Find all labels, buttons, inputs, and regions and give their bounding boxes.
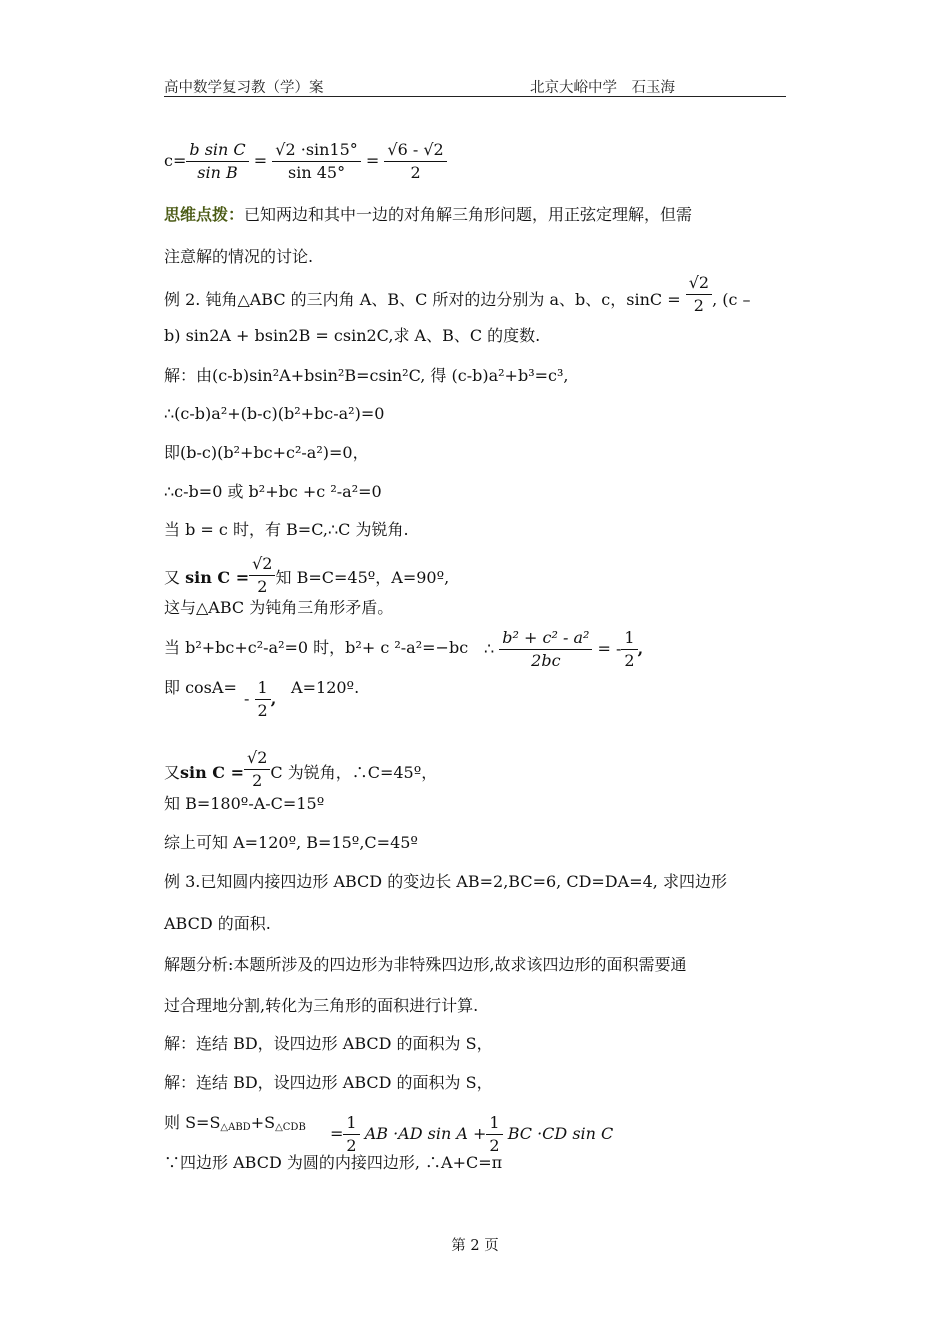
ex2-s9-frac xyxy=(255,678,271,721)
ex2-s8-rden: 2 xyxy=(624,651,635,670)
ex2-s6-post: 知 B=C=45º，A=90º, xyxy=(275,568,450,587)
ex3-solution-2: 解：连结 BD，设四边形 ABCD 的面积为 S， xyxy=(164,1073,493,1092)
ex3-area-eq: = xyxy=(330,1124,344,1143)
ex2-step-4: ∴c-b=0 或 b²+bc +c ²-a²=0 xyxy=(164,482,382,501)
ex2-frac-den: 2 xyxy=(693,296,704,315)
ex3-s-pre: 则 S=S xyxy=(164,1113,221,1132)
fraction-2 xyxy=(272,140,361,183)
fraction-1 xyxy=(186,140,248,183)
fraction-3-den: 2 xyxy=(410,163,421,182)
ex2-step-1: 解：由(c-b)sin²A+bsin²B=csin²C, 得 (c-b)a²+b³=c³, xyxy=(164,366,569,385)
ex2-line-2: b) sin2A + bsin2B = csin2C,求 A、B、C 的度数. xyxy=(164,326,541,345)
fraction-3 xyxy=(384,140,446,183)
ex2-s6-num: √2 xyxy=(249,554,275,576)
fraction-2-num: √2 ·sin15° xyxy=(272,140,361,162)
fraction-1-den: sin B xyxy=(197,163,238,182)
ex3-half-1 xyxy=(343,1113,359,1156)
ex2-s10-num: √2 xyxy=(244,748,270,770)
ex2-s8-eq: = - xyxy=(597,639,622,658)
fraction-2-den: sin 45° xyxy=(288,163,346,182)
header-left-title: 高中数学复习教（学）案 xyxy=(164,80,324,96)
equals-1: = xyxy=(253,151,268,170)
ex2-s9-num: 1 xyxy=(255,678,271,700)
ex3-half-1-num: 1 xyxy=(343,1113,359,1135)
ex2-s8-den: 2bc xyxy=(531,651,561,670)
ex2-line1-tail: , (c – xyxy=(712,290,751,309)
ex2-sqrt2-over-2 xyxy=(686,273,712,316)
ex2-s8-fraction-expr xyxy=(484,628,643,671)
ex2-step-10 xyxy=(164,748,438,791)
ex2-s8-rfrac xyxy=(621,628,637,671)
ex3-analysis-1: 解题分析:本题所涉及的四边形为非特殊四边形,故求该四边形的面积需要通 xyxy=(164,955,687,974)
tip-line-1 xyxy=(164,205,692,225)
ex3-area-line xyxy=(164,1113,306,1133)
ex2-step-8: 当 b²+bc+c²-a²=0 时，b²+ c ²-a²=−bc xyxy=(164,638,469,657)
ex3-analysis-2: 过合理地分割,转化为三角形的面积进行计算. xyxy=(164,996,479,1015)
tip-label: 思维点拨： xyxy=(164,205,245,224)
ex2-s8-num: b² + c² - a² xyxy=(499,628,592,650)
ex2-s6-sin: sin C = xyxy=(185,568,250,587)
ex2-s10-frac xyxy=(244,748,270,791)
c-formula xyxy=(164,140,447,183)
ex2-s6-frac xyxy=(249,554,275,597)
ex3-area-term-2: BC ·CD sin C xyxy=(507,1124,614,1143)
ex2-s10-pre: 又 xyxy=(164,763,181,782)
fraction-3-num: √6 - √2 xyxy=(384,140,446,162)
ex3-solution-1: 解：连结 BD，设四边形 ABCD 的面积为 S， xyxy=(164,1034,493,1053)
ex2-s9-post: A=120º. xyxy=(291,678,360,697)
ex2-step-5: 当 b = c 时，有 B=C,∴C 为锐角. xyxy=(164,520,409,539)
ex2-s9-pre: 即 cosA= xyxy=(164,678,237,697)
ex2-s6-den: 2 xyxy=(257,577,268,596)
ex3-half-1-den: 2 xyxy=(346,1136,357,1155)
ex2-s10-sin: sin C = xyxy=(180,763,245,782)
ex3-area-formula xyxy=(330,1113,613,1156)
ex2-s6-pre: 又 xyxy=(164,568,181,587)
ex2-s8-tail: , xyxy=(637,639,644,658)
ex3-half-2 xyxy=(486,1113,502,1156)
ex2-s9-minus: - xyxy=(244,689,250,708)
page-number: 第 2 页 xyxy=(451,1238,499,1254)
ex3-last-line: ∵四边形 ABCD 为圆的内接四边形, ∴A+C=π xyxy=(164,1153,503,1172)
ex2-s8-frac xyxy=(499,628,592,671)
formula-prefix: c= xyxy=(164,151,187,170)
ex3-half-2-den: 2 xyxy=(489,1136,500,1155)
equals-2: = xyxy=(365,151,380,170)
ex3-s-sub2: △CDB xyxy=(275,1122,306,1133)
ex2-s10-den: 2 xyxy=(252,771,263,790)
ex3-s-sub1: △ABD xyxy=(220,1122,251,1133)
header-right-author: 北京大峪中学 石玉海 xyxy=(530,80,675,96)
ex3-half-2-num: 1 xyxy=(486,1113,502,1135)
ex2-step-12: 综上可知 A=120º, B=15º,C=45º xyxy=(164,833,418,852)
ex3-line-1: 例 3.已知圆内接四边形 ABCD 的变边长 AB=2,BC=6, CD=DA=4, 求四边形 xyxy=(164,872,727,891)
ex2-step-2: ∴(c-b)a²+(b-c)(b²+bc-a²)=0 xyxy=(164,404,385,423)
ex2-s8-rnum: 1 xyxy=(621,628,637,650)
ex3-area-term-1: AB ·AD sin A + xyxy=(364,1124,487,1143)
ex2-statement: 例 2. 钝角△ABC 的三内角 A、B、C 所对的边分别为 a、b、c，sinC = xyxy=(164,290,681,309)
ex2-step-7: 这与△ABC 为钝角三角形矛盾。 xyxy=(164,598,394,617)
ex2-step-3: 即(b-c)(b²+bc+c²-a²)=0， xyxy=(164,443,369,462)
ex3-s-plus: +S xyxy=(250,1113,276,1132)
ex2-s10-post: C 为锐角，∴C=45º， xyxy=(270,763,438,782)
header-rule xyxy=(164,96,786,97)
tip-text-1: 已知两边和其中一边的对角解三角形问题，用正弦定理解，但需 xyxy=(244,205,693,224)
ex2-s9-den: 2 xyxy=(257,701,268,720)
therefore-symbol: ∴ xyxy=(484,639,495,658)
ex3-line-2: ABCD 的面积. xyxy=(164,914,271,933)
fraction-1-num: b sin C xyxy=(186,140,248,162)
ex2-frac-num: √2 xyxy=(686,273,712,295)
ex2-line-1 xyxy=(164,273,751,316)
ex2-step-6 xyxy=(164,554,450,597)
ex2-step-11: 知 B=180º-A-C=15º xyxy=(164,794,325,813)
ex2-s9-tail: , xyxy=(270,689,277,708)
ex2-s9-frac-group xyxy=(244,678,276,721)
tip-line-2: 注意解的情况的讨论. xyxy=(164,247,314,266)
